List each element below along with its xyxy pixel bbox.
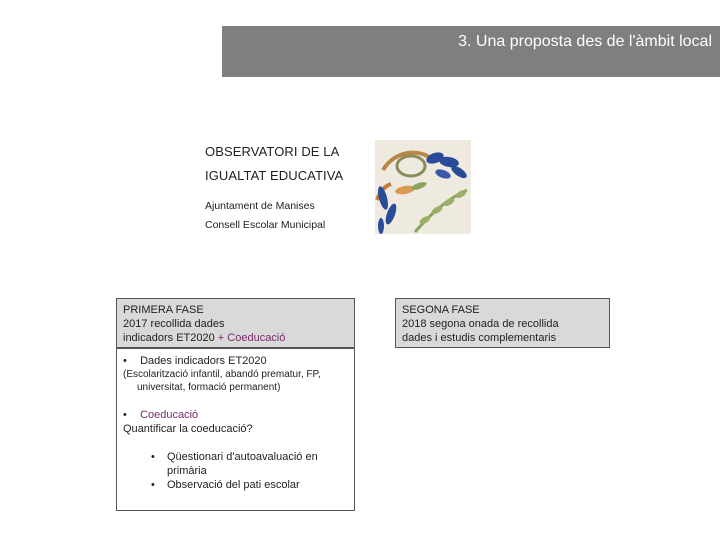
ceramic-tile-icon — [375, 140, 471, 234]
first-phase-line1: 2017 recollida dades — [123, 318, 225, 330]
details-item-indicators — [123, 354, 348, 368]
organization-name-2: Consell Escolar Municipal — [205, 219, 326, 231]
second-phase-line1: 2018 segona onada de recollida — [402, 318, 559, 330]
first-phase-box — [116, 298, 355, 348]
ceramic-tile-image — [375, 140, 471, 234]
first-phase-heading: PRIMERA FASE — [123, 304, 204, 316]
coeducation-sub-item-text — [167, 450, 318, 478]
coeducation-sub-item — [151, 450, 348, 478]
page-title: 3. Una proposta des de l'àmbit local — [458, 33, 712, 50]
second-phase-line2: dades i estudis complementaris — [402, 332, 557, 344]
observatory-title-line2: IGUALTAT EDUCATIVA — [205, 168, 344, 183]
first-phase-coeducation-label: + Coeducació — [217, 332, 286, 344]
observatory-title-line1: OBSERVATORI DE LA — [205, 144, 340, 159]
details-item-indicators-note-line2: universitat, formació permanent) — [137, 382, 281, 393]
details-item-indicators-note-line1: (Escolarització infantil, abandó prematur, FP, — [123, 369, 321, 380]
coeducation-sub-item — [151, 478, 348, 492]
bullet-icon: • — [123, 409, 127, 421]
second-phase-box — [395, 298, 610, 348]
details-item-coeducation-label: Coeducació — [140, 409, 199, 421]
bullet-icon: • — [151, 479, 155, 491]
coeducation-sub-item-text: Observació del pati escolar — [167, 479, 300, 491]
details-item-indicators-label: Dades indicadors ET2020 — [140, 355, 267, 367]
details-item-coeducation — [123, 408, 348, 422]
details-item-coeducation-question: Quantificar la coeducació? — [123, 423, 253, 435]
first-phase-details-box — [116, 348, 355, 511]
bullet-icon: • — [151, 451, 155, 463]
first-phase-line2-prefix: indicadors ET2020 — [123, 332, 215, 344]
first-phase-line2 — [123, 331, 348, 345]
second-phase-heading: SEGONA FASE — [402, 304, 480, 316]
header-bar — [222, 26, 720, 77]
bullet-icon: • — [123, 355, 127, 367]
coeducation-sub-item-text-line1: Qüestionari d'autoavaluació en — [167, 451, 318, 463]
organization-name-1: Ajuntament de Manises — [205, 200, 315, 212]
coeducation-sub-list — [151, 450, 348, 492]
coeducation-sub-item-text-line2: primària — [167, 465, 207, 477]
